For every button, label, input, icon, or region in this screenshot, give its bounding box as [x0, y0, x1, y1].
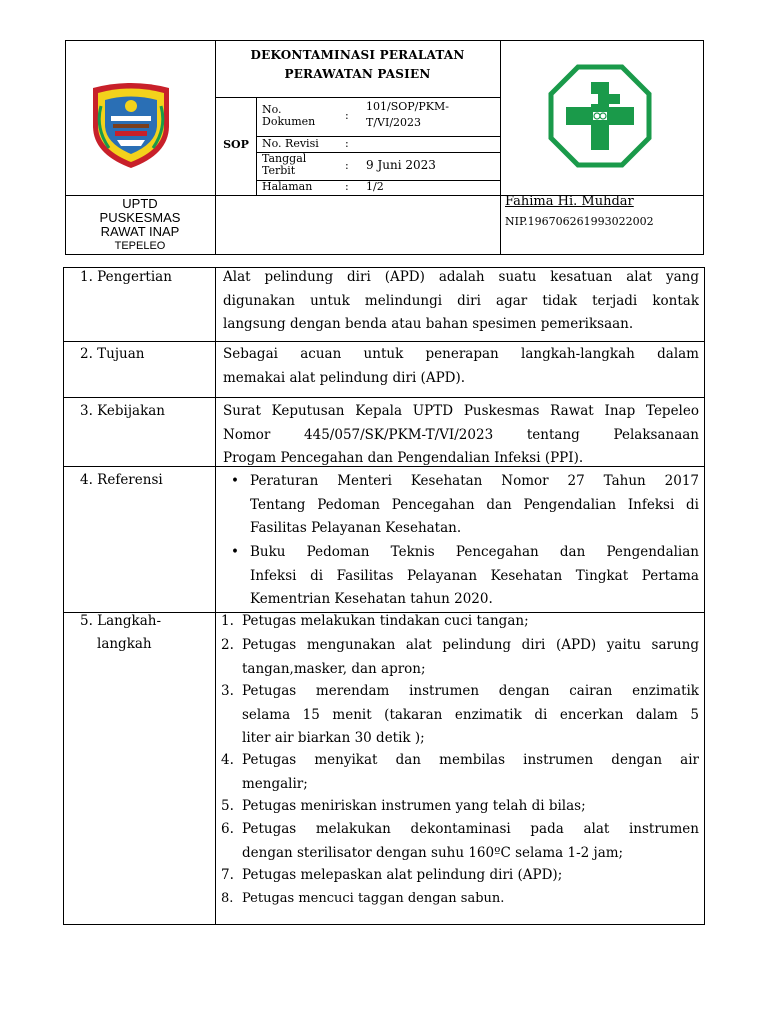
section-label: 2. Tujuan — [80, 346, 145, 362]
signer-nip: NIP.196706261993022002 — [505, 215, 654, 228]
field-label: No. Revisi — [262, 137, 319, 150]
section-text: Surat Keputusan Kepala UPTD Puskesmas Rawat Inap Tepeleo Nomor 445/057/SK/PKM-T/VI/2023 tentang Pelaksanaan Progam Pencegahan dan Pengendalian Infeksi (PPI). — [223, 403, 699, 466]
field-value-page: 1/2 — [366, 180, 384, 193]
document-title-line: DEKONTAMINASI PERALATAN — [250, 48, 465, 62]
bullet-icon: • — [231, 473, 239, 489]
field-colon: : — [345, 109, 349, 122]
regional-seal-logo — [85, 78, 177, 170]
field-colon: : — [345, 159, 349, 172]
section-text: Sebagai acuan untuk penerapan langkah-langkah dalam memakai alat pelindung diri (APD). — [223, 346, 699, 386]
field-colon: : — [345, 137, 349, 150]
reference-item: Peraturan Menteri Kesehatan Nomor 27 Tahun 2017 Tentang Pedoman Pencegahan dan Pengendalian Infeksi di Fasilitas Pelayanan Kesehatan. — [250, 473, 699, 536]
section-label: 3. Kebijakan — [80, 403, 166, 419]
puskesmas-logo — [548, 64, 652, 168]
health-unit-name: UPTD PUSKESMAS RAWAT INAP TEPELEO — [99, 196, 181, 252]
document-title — [215, 46, 500, 84]
field-label: Halaman — [262, 180, 313, 193]
field-value-document-number: 101/SOP/PKM- T/VI/2023 — [366, 100, 449, 129]
field-value-issue-date: 9 Juni 2023 — [366, 158, 436, 172]
content-divider — [63, 397, 705, 398]
section-label: 4. Referensi — [80, 472, 163, 488]
field-label: No. Dokumen — [262, 103, 316, 128]
bullet-icon: • — [231, 544, 239, 560]
content-divider — [63, 341, 705, 342]
header-divider — [500, 40, 501, 255]
header-divider — [215, 97, 500, 98]
content-divider — [215, 267, 216, 925]
document-title-line: PERAWATAN PASIEN — [284, 67, 431, 81]
section-label: langkah — [97, 636, 152, 652]
section-label: 1. Pengertian — [80, 269, 172, 285]
sop-label: SOP — [223, 138, 249, 151]
field-colon: : — [345, 180, 349, 193]
field-label: Tanggal Terbit — [262, 152, 307, 177]
signer-name: Fahima Hi. Muhdar — [505, 194, 634, 209]
section-text: Alat pelindung diri (APD) adalah suatu kesatuan alat yang digunakan untuk melindungi diri agar tidak terjadi kontak langsung dengan benda atau bahan spesimen pemeriksaan. — [223, 269, 699, 332]
section-label: 5. Langkah- — [80, 613, 162, 629]
reference-item: Buku Pedoman Teknis Pencegahan dan Pengendalian Infeksi di Fasilitas Pelayanan Kesehatan Tingkat Pertama Kementrian Kesehatan tahun 2020. — [250, 544, 699, 607]
